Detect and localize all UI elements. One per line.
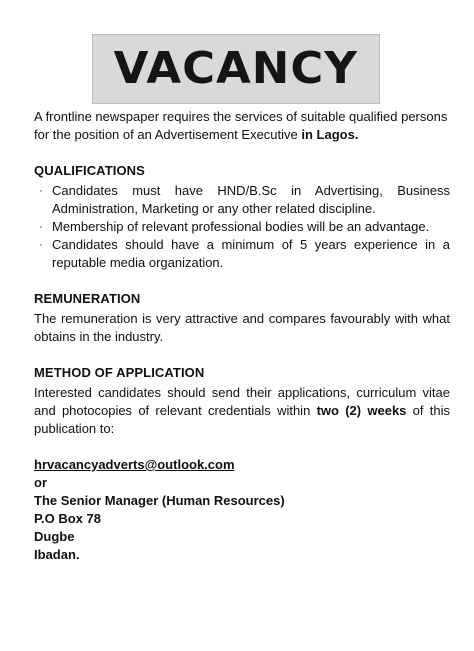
qualification-item bbox=[34, 218, 450, 236]
contact-or: or bbox=[34, 475, 47, 490]
title-banner bbox=[92, 34, 380, 104]
contact-recipient: The Senior Manager (Human Resources) bbox=[34, 493, 285, 508]
qualification-item bbox=[34, 182, 450, 218]
application-text-before: Interested candidates should send their applications, curriculum vitae and photocopies of relevant credentials within bbox=[34, 385, 450, 418]
remuneration-text: The remuneration is very attractive and compares favourably with what obtains in the industry. bbox=[34, 311, 450, 344]
qualifications-section bbox=[34, 162, 450, 272]
intro-location: in Lagos. bbox=[301, 127, 359, 142]
application-text bbox=[34, 384, 450, 438]
remuneration-section bbox=[34, 290, 450, 346]
qualifications-list bbox=[34, 182, 450, 272]
intro-paragraph bbox=[34, 108, 450, 144]
qualification-item bbox=[34, 236, 450, 272]
application-text-after: of this publication to: bbox=[34, 403, 451, 436]
qualification-text: Candidates must have HND/B.Sc in Advertising, Business Administration, Marketing or any other related discipline. bbox=[52, 183, 450, 216]
remuneration-heading: REMUNERATION bbox=[34, 291, 141, 306]
page-title: VACANCY bbox=[113, 43, 359, 94]
intro-text: A frontline newspaper requires the services of suitable qualified persons for the position of an Advertisement Executive bbox=[34, 109, 448, 142]
application-email-link[interactable]: hrvacancyadverts@outlook.com bbox=[34, 457, 235, 472]
qualification-text: Candidates should have a minimum of 5 years experience in a reputable media organization. bbox=[52, 237, 450, 270]
qualifications-heading: QUALIFICATIONS bbox=[34, 163, 145, 178]
advert-content bbox=[34, 108, 450, 564]
qualification-text: Membership of relevant professional bodies will be an advantage. bbox=[52, 219, 430, 234]
application-section bbox=[34, 364, 450, 438]
bullet-icon: · bbox=[39, 185, 43, 197]
application-deadline: two (2) weeks bbox=[316, 403, 407, 418]
application-heading: METHOD OF APPLICATION bbox=[34, 365, 205, 380]
bullet-icon: · bbox=[39, 221, 43, 233]
contact-area: Dugbe bbox=[34, 529, 75, 544]
contact-po-box: P.O Box 78 bbox=[34, 511, 101, 526]
contact-city: Ibadan. bbox=[34, 547, 80, 562]
bullet-icon: · bbox=[39, 239, 43, 251]
